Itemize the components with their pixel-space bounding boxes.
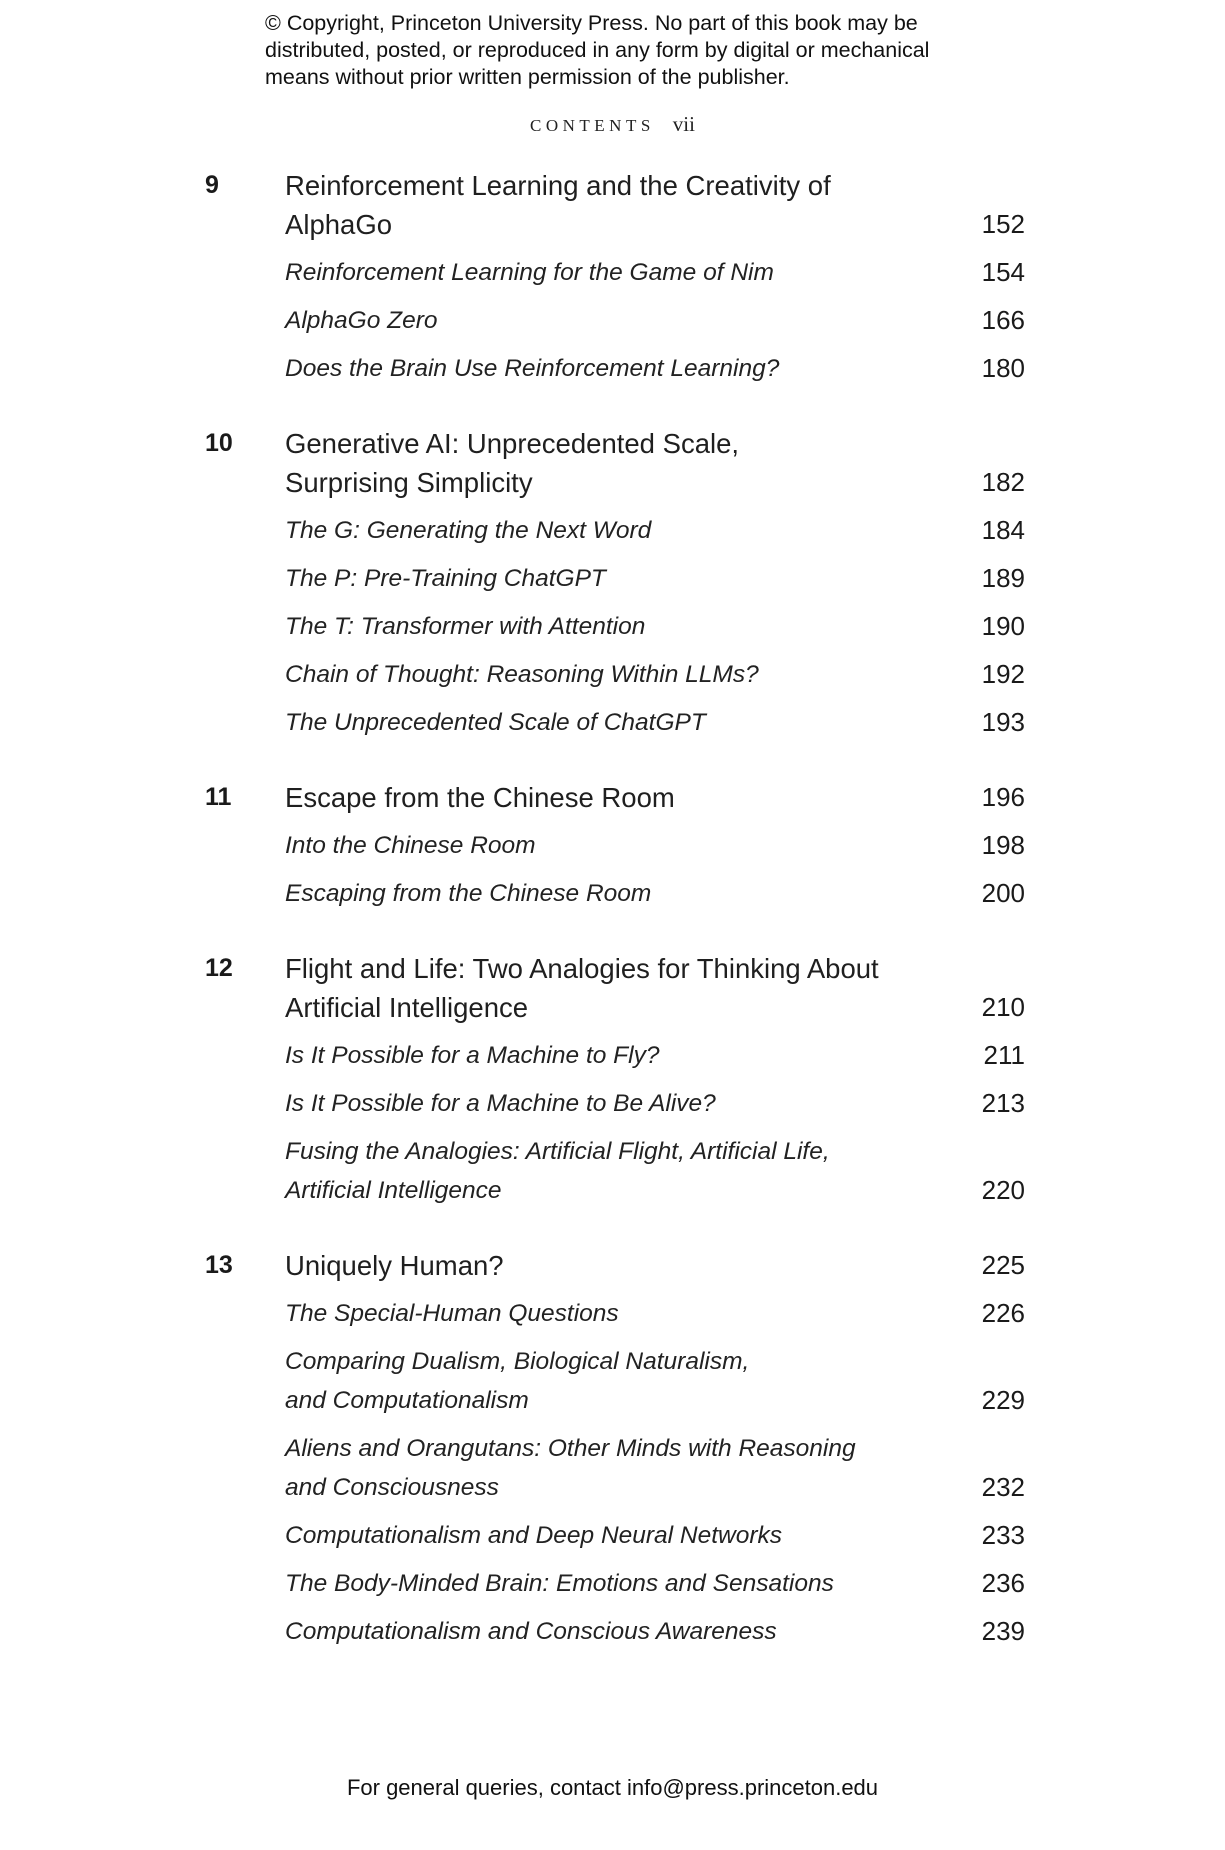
chapter-number: 11 (205, 783, 232, 811)
chapter-title-row (285, 166, 1025, 244)
chapter-number: 9 (205, 171, 219, 199)
copyright-line: © Copyright, Princeton University Press. No part of this book may be (265, 11, 918, 35)
toc-chapter (0, 1246, 1225, 1651)
section-page-number: 189 (981, 563, 1025, 593)
section-page-number: 184 (981, 515, 1025, 545)
section-entry (285, 253, 1025, 292)
copyright-notice (265, 10, 1025, 91)
chapter-page-number: 196 (981, 782, 1025, 812)
section-entry (285, 655, 1025, 694)
section-title-line: Escaping from the Chinese Room (285, 880, 652, 907)
running-head (0, 112, 1225, 137)
chapter-title-line: Flight and Life: Two Analogies for Thinking About (285, 953, 879, 984)
section-entry (285, 826, 1025, 865)
chapter-page-number: 152 (981, 209, 1025, 239)
toc-chapter (0, 949, 1225, 1210)
section-title-line: The T: Transformer with Attention (285, 613, 646, 640)
section-title-line: The Special-Human Questions (285, 1300, 619, 1327)
section-title-line: Comparing Dualism, Biological Naturalism, (285, 1348, 750, 1375)
section-entry (285, 301, 1025, 340)
section-title-line: The P: Pre-Training ChatGPT (285, 565, 606, 592)
section-page-number: 166 (981, 305, 1025, 335)
section-page-number: 239 (981, 1616, 1025, 1646)
section-page-number: 193 (981, 707, 1025, 737)
section-page-number: 192 (981, 659, 1025, 689)
chapter-title-line: Artificial Intelligence (285, 992, 529, 1023)
toc-chapter (0, 424, 1225, 742)
section-page-number: 233 (981, 1520, 1025, 1550)
section-title-line: Computationalism and Conscious Awareness (285, 1618, 777, 1645)
chapter-title-row (285, 1246, 1025, 1285)
copyright-line: distributed, posted, or reproduced in any form by digital or mechanical (265, 38, 930, 62)
chapter-title-row (285, 778, 1025, 817)
section-title-line: Into the Chinese Room (285, 832, 536, 859)
section-entry (285, 1612, 1025, 1651)
section-title-line: AlphaGo Zero (285, 307, 438, 334)
section-page-number: 154 (981, 257, 1025, 287)
chapter-title-row (285, 424, 1025, 502)
section-title-line: The G: Generating the Next Word (285, 517, 652, 544)
section-title-line: Aliens and Orangutans: Other Minds with Reasoning (285, 1435, 856, 1462)
copyright-line: means without prior written permission of the publisher. (265, 65, 790, 89)
section-title-line: The Unprecedented Scale of ChatGPT (285, 709, 706, 736)
section-page-number: 180 (981, 353, 1025, 383)
section-title-line: Is It Possible for a Machine to Fly? (285, 1042, 660, 1069)
section-entry (285, 703, 1025, 742)
section-title-line: and Consciousness (285, 1474, 499, 1501)
chapter-page-number: 225 (981, 1250, 1025, 1280)
section-title-line: Artificial Intelligence (285, 1177, 502, 1204)
chapter-number: 12 (205, 954, 233, 982)
section-entry (285, 607, 1025, 646)
section-title-line: Computationalism and Deep Neural Networks (285, 1522, 783, 1549)
section-page-number: 226 (981, 1298, 1025, 1328)
chapter-number: 10 (205, 429, 233, 457)
section-page-number: 200 (981, 878, 1025, 908)
section-page-number: 229 (981, 1385, 1025, 1415)
toc-chapter (0, 778, 1225, 913)
chapter-page-number: 182 (981, 467, 1025, 497)
section-entry (285, 349, 1025, 388)
chapter-page-number: 210 (981, 992, 1025, 1022)
section-title-line: Does the Brain Use Reinforcement Learning? (285, 355, 780, 382)
section-title-line: The Body-Minded Brain: Emotions and Sensations (285, 1570, 834, 1597)
section-entry (285, 1084, 1025, 1123)
section-title-line: Fusing the Analogies: Artificial Flight, Artificial Life, (285, 1138, 830, 1165)
section-page-number: 236 (981, 1568, 1025, 1598)
chapter-title-line: Generative AI: Unprecedented Scale, (285, 428, 740, 459)
section-entry (285, 1516, 1025, 1555)
section-entry (285, 1342, 1025, 1420)
section-entry (285, 559, 1025, 598)
section-entry (285, 874, 1025, 913)
running-head-label: CONTENTS (530, 116, 655, 135)
section-entry (285, 1429, 1025, 1507)
running-head-page: vii (672, 112, 695, 136)
chapter-title-row (285, 949, 1025, 1027)
chapter-title-line: Reinforcement Learning and the Creativity of AlphaGo (285, 170, 831, 240)
footer-contact: For general queries, contact info@press.princeton.edu (346, 1775, 879, 1800)
section-title-line: Reinforcement Learning for the Game of Nim (285, 259, 774, 286)
section-page-number: 213 (981, 1088, 1025, 1118)
section-page-number: 190 (981, 611, 1025, 641)
chapter-number: 13 (205, 1251, 233, 1279)
section-entry (285, 1036, 1025, 1075)
section-page-number: 211 (983, 1040, 1025, 1070)
chapter-title-line: Escape from the Chinese Room (285, 782, 675, 813)
section-page-number: 220 (981, 1175, 1025, 1205)
section-entry (285, 511, 1025, 550)
section-entry (285, 1294, 1025, 1333)
section-title-line: Is It Possible for a Machine to Be Alive? (285, 1090, 716, 1117)
toc-chapter (0, 166, 1225, 388)
section-entry (285, 1564, 1025, 1603)
section-title-line: and Computationalism (285, 1387, 529, 1414)
section-page-number: 198 (981, 830, 1025, 860)
section-title-line: Chain of Thought: Reasoning Within LLMs? (285, 661, 759, 688)
section-page-number: 232 (981, 1472, 1025, 1502)
chapter-title-line: Surprising Simplicity (285, 467, 533, 498)
section-entry (285, 1132, 1025, 1210)
chapter-title-line: Uniquely Human? (285, 1250, 504, 1281)
table-of-contents (0, 166, 1225, 1687)
